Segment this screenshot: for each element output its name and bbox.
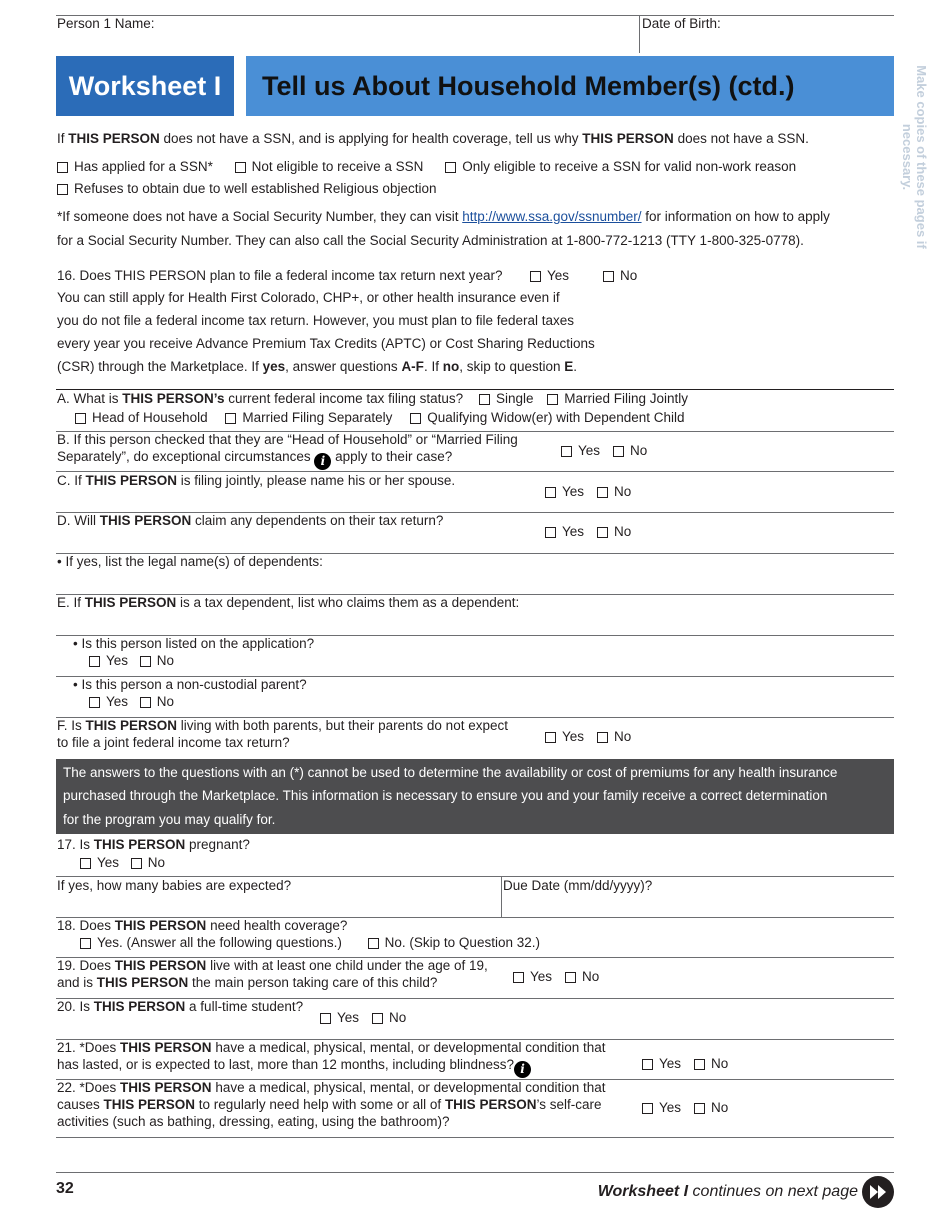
checkbox-ssn-nonwork[interactable] (445, 162, 456, 173)
q22-no-option[interactable]: No (694, 1099, 728, 1116)
page-number: 32 (56, 1180, 74, 1197)
qe-listed-no-checkbox[interactable] (140, 656, 151, 667)
qa-question: A. What is THIS PERSON’s current federal income tax filing status? Single Married Filing Jointly (57, 391, 689, 406)
qe-listed-yes-checkbox[interactable] (89, 656, 100, 667)
qe-noncustodial-yes-option[interactable]: Yes (89, 694, 128, 709)
q18-no-checkbox[interactable] (368, 938, 379, 949)
notice-line3: for the program you may qualify for. (63, 812, 276, 827)
qe-noncustodial-yes-checkbox[interactable] (89, 697, 100, 708)
q17-question: 17. Is THIS PERSON pregnant? (57, 837, 250, 852)
person-name-label: Person 1 Name: (57, 16, 155, 31)
fast-forward-icon (862, 1176, 894, 1208)
q21-yes-option[interactable]: Yes (642, 1055, 681, 1072)
q16-line4: every year you receive Advance Premium Tax Credits (APTC) or Cost Sharing Reductions (57, 336, 595, 351)
q17-due-date-label: Due Date (mm/dd/yyyy)? (503, 878, 653, 893)
qa-single-checkbox[interactable] (479, 394, 490, 405)
q17-yes-option[interactable]: Yes (80, 855, 119, 870)
qa-options-row2 (75, 409, 685, 426)
ssn-note-line2: for a Social Security Number. They can also call the Social Security Administration at 1-800-772-1213 (TTY 1-800-325-0778). (57, 233, 804, 248)
qe-listed-no-option[interactable]: No (140, 653, 174, 668)
qd-yes-option[interactable]: Yes (545, 523, 584, 540)
q17-no-checkbox[interactable] (131, 858, 142, 869)
qe-noncustodial-no-checkbox[interactable] (140, 697, 151, 708)
q16-yes-checkbox[interactable] (530, 271, 541, 282)
q19-yes-checkbox[interactable] (513, 972, 524, 983)
qf-line2: to file a joint federal income tax return? (57, 735, 290, 750)
make-copies-note (896, 62, 932, 252)
qb-no-checkbox[interactable] (613, 446, 624, 457)
qb-line2: Separately”, do exceptional circumstances i apply to their case? (57, 449, 453, 468)
checkbox-ssn-applied[interactable] (57, 162, 68, 173)
q18-yes-checkbox[interactable] (80, 938, 91, 949)
notice-box (56, 759, 894, 834)
qb-yes-checkbox[interactable] (561, 446, 572, 457)
qd-no-checkbox[interactable] (597, 527, 608, 538)
qf-yes-option[interactable]: Yes (545, 728, 584, 745)
q16-no-checkbox[interactable] (603, 271, 614, 282)
info-icon[interactable]: i (514, 1061, 531, 1078)
q17-babies-label: If yes, how many babies are expected? (57, 878, 292, 893)
q21-line1: 21. *Does THIS PERSON have a medical, physical, mental, or developmental condition that (57, 1040, 606, 1055)
q19-no-option[interactable]: No (565, 968, 599, 985)
make-copies-text: Make copies of these pages if necessary. (900, 65, 929, 249)
qe-noncustodial-question: • Is this person a non-custodial parent? (73, 677, 307, 692)
q20-no-checkbox[interactable] (372, 1013, 383, 1024)
qe-noncustodial-no-option[interactable]: No (140, 694, 174, 709)
footer-continues: Worksheet I continues on next page (597, 1183, 858, 1200)
qa-mfj-checkbox[interactable] (547, 394, 558, 405)
ssn-options-row1 (57, 158, 796, 175)
qc-yes-option[interactable]: Yes (545, 483, 584, 500)
q22-line3: activities (such as bathing, dressing, eating, using the bathroom)? (57, 1114, 450, 1129)
ssn-religious-option[interactable]: Refuses to obtain due to well established Religious objection (57, 180, 436, 197)
q22-yes-option[interactable]: Yes (642, 1099, 681, 1116)
q19-line2: and is THIS PERSON the main person taking care of this child? (57, 975, 438, 990)
q18-options (80, 934, 540, 951)
ssa-link[interactable]: http://www.ssa.gov/ssnumber/ (462, 209, 642, 224)
ssn-nonwork-option[interactable]: Only eligible to receive a SSN for valid non-work reason (445, 159, 796, 174)
qd-question: D. Will THIS PERSON claim any dependents on their tax return? (57, 513, 444, 528)
q21-yes-checkbox[interactable] (642, 1059, 653, 1070)
q17-no-option[interactable]: No (131, 855, 165, 870)
q16-yes-option[interactable]: Yes (530, 267, 569, 284)
qe-listed-yes-option[interactable]: Yes (89, 653, 128, 668)
ssn-not-eligible-option[interactable]: Not eligible to receive a SSN (235, 159, 424, 174)
q16-line1: 16. Does THIS PERSON plan to file a federal income tax return next year? (57, 268, 503, 283)
qc-no-option[interactable]: No (597, 483, 631, 500)
q22-line2: causes THIS PERSON to regularly need help with some or all of THIS PERSON’s self-care (57, 1097, 602, 1112)
qa-mfs-checkbox[interactable] (225, 413, 236, 424)
q20-no-option[interactable]: No (372, 1009, 406, 1026)
qe-listed-question: • Is this person listed on the application? (73, 636, 315, 651)
q19-yes-option[interactable]: Yes (513, 968, 552, 985)
ssn-applied-option[interactable]: Has applied for a SSN* (57, 159, 213, 174)
checkbox-ssn-not-eligible[interactable] (235, 162, 246, 173)
q21-line2: has lasted, or is expected to last, more than 12 months, including blindness? i (57, 1056, 531, 1078)
q21-no-checkbox[interactable] (694, 1059, 705, 1070)
qf-no-checkbox[interactable] (597, 732, 608, 743)
q16-no-option[interactable]: No (603, 267, 637, 284)
qf-no-option[interactable]: No (597, 728, 631, 745)
qe-question: E. If THIS PERSON is a tax dependent, list who claims them as a dependent: (57, 595, 520, 610)
qf-line1: F. Is THIS PERSON living with both parents, but their parents do not expect (57, 718, 508, 733)
q22-no-checkbox[interactable] (694, 1103, 705, 1114)
qf-yes-checkbox[interactable] (545, 732, 556, 743)
q19-no-checkbox[interactable] (565, 972, 576, 983)
q21-no-option[interactable]: No (694, 1055, 728, 1072)
qb-line1: B. If this person checked that they are “Head of Household” or “Married Filing (57, 432, 518, 447)
ssn-note-line1: *If someone does not have a Social Security Number, they can visit http://www.ssa.gov/ssnumber/ for information on how to apply (57, 209, 830, 224)
qb-no-option[interactable]: No (613, 442, 647, 459)
qd-yes-checkbox[interactable] (545, 527, 556, 538)
qa-hoh-checkbox[interactable] (75, 413, 86, 424)
q20-yes-checkbox[interactable] (320, 1013, 331, 1024)
q16-line2: You can still apply for Health First Colorado, CHP+, or other health insurance even if (57, 290, 560, 305)
qc-question: C. If THIS PERSON is filing jointly, please name his or her spouse. (57, 473, 456, 488)
qa-mfs-option[interactable]: Married Filing Separately (225, 410, 392, 425)
q19-line1: 19. Does THIS PERSON live with at least one child under the age of 19, (57, 958, 488, 973)
qd-no-option[interactable]: No (597, 523, 631, 540)
worksheet-tag-text: Worksheet I (68, 71, 222, 101)
q20-question: 20. Is THIS PERSON a full-time student? (57, 999, 304, 1014)
info-icon[interactable]: i (314, 453, 331, 470)
worksheet-tag (56, 56, 234, 116)
qa-widow-checkbox[interactable] (410, 413, 421, 424)
qd-dependents-label: • If yes, list the legal name(s) of dependents: (57, 554, 323, 569)
page-title-bar (246, 56, 894, 116)
q18-question: 18. Does THIS PERSON need health coverage? (57, 918, 348, 933)
qa-mfj-option[interactable]: Married Filing Jointly (547, 391, 688, 406)
notice-line1: The answers to the questions with an (*) cannot be used to determine the availability or cost of premiums for any health insurance (63, 765, 838, 780)
q17-yes-checkbox[interactable] (80, 858, 91, 869)
q22-line1: 22. *Does THIS PERSON have a medical, physical, mental, or developmental condition that (57, 1080, 606, 1095)
qa-hoh-option[interactable]: Head of Household (75, 410, 208, 425)
qb-yes-option[interactable]: Yes (561, 442, 600, 459)
q18-yes-option[interactable]: Yes. (Answer all the following questions.) (80, 935, 342, 950)
qc-no-checkbox[interactable] (597, 487, 608, 498)
qc-yes-checkbox[interactable] (545, 487, 556, 498)
q20-yes-option[interactable]: Yes (320, 1009, 359, 1026)
q22-yes-checkbox[interactable] (642, 1103, 653, 1114)
date-of-birth-label: Date of Birth: (642, 16, 721, 31)
q18-no-option[interactable]: No. (Skip to Question 32.) (368, 935, 540, 950)
qe-listed-options (89, 652, 174, 669)
ssn-intro: If THIS PERSON does not have a SSN, and is applying for health coverage, tell us why THIS PERSON does not have a SSN. (57, 131, 809, 146)
q16-line3: you do not file a federal income tax return. However, you must plan to file federal taxes (57, 313, 575, 328)
qa-widow-option[interactable]: Qualifying Widow(er) with Dependent Child (410, 410, 684, 425)
qa-single-option[interactable]: Single (479, 391, 534, 406)
q17-options (80, 854, 165, 871)
q16-line5: (CSR) through the Marketplace. If yes, answer questions A-F. If no, skip to question E. (57, 359, 578, 374)
checkbox-ssn-religious[interactable] (57, 184, 68, 195)
qe-noncustodial-options (89, 693, 174, 710)
notice-line2: purchased through the Marketplace. This information is necessary to ensure you and your family receive a correct determination (63, 788, 828, 803)
page-title: Tell us About Household Member(s) (ctd.) (262, 71, 795, 101)
